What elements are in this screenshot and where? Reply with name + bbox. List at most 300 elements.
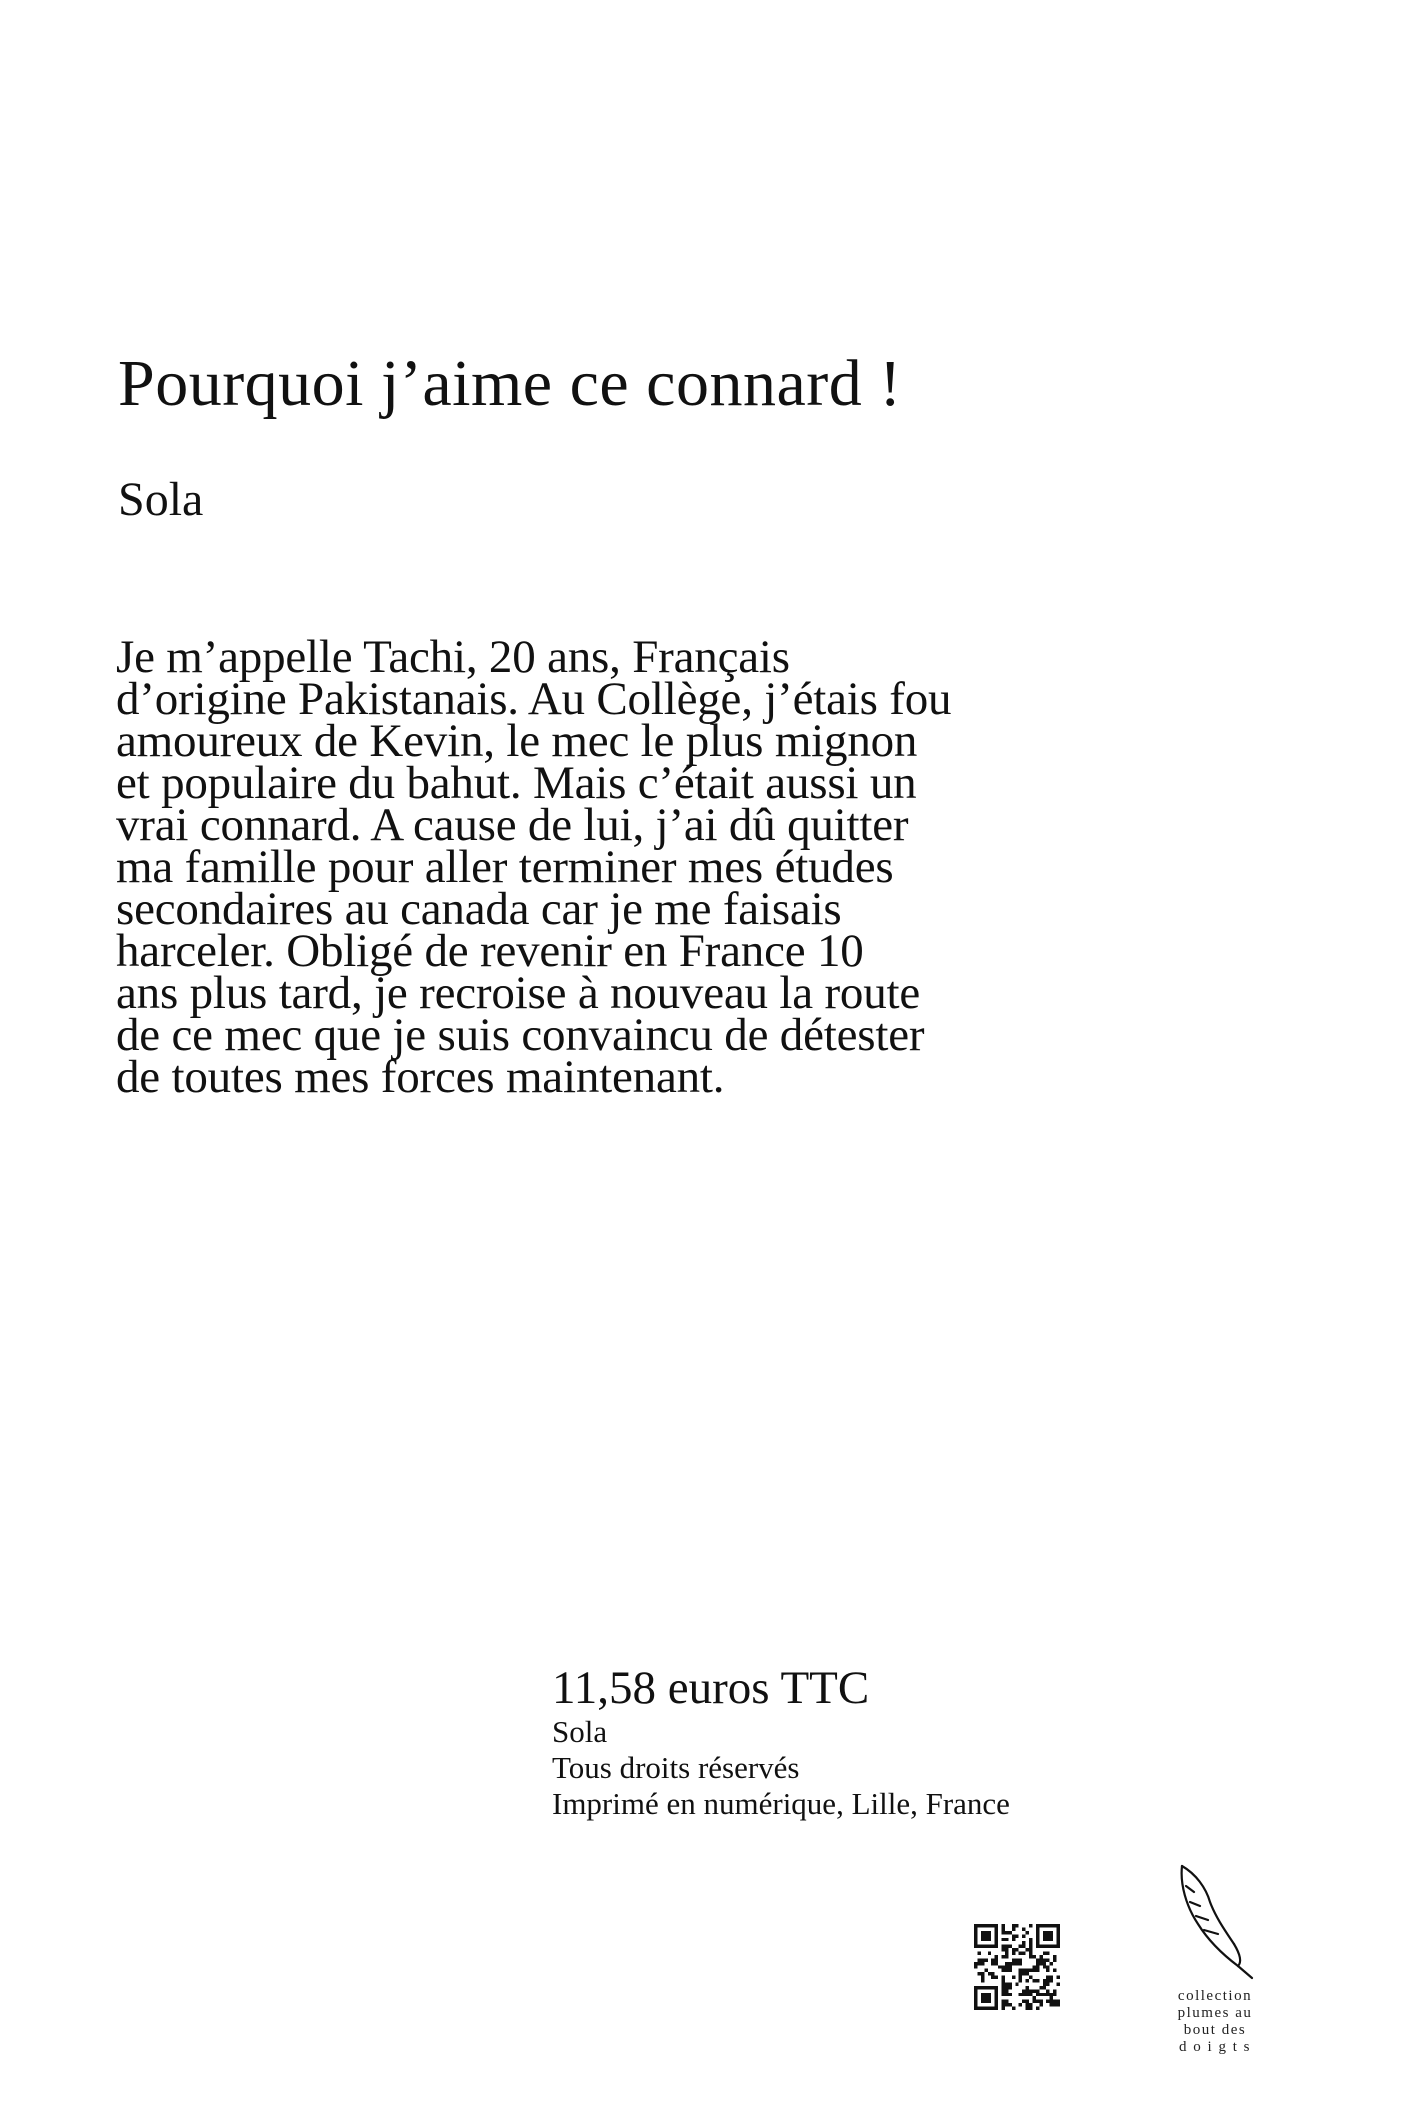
qr-module (1046, 1938, 1049, 1941)
qr-module (1029, 2003, 1032, 2006)
qr-module (1008, 1965, 1011, 1968)
qr-module (1036, 1989, 1039, 1992)
qr-module (977, 1986, 980, 1989)
qr-module (1029, 1955, 1032, 1958)
qr-module (1005, 1989, 1008, 1992)
blurb-line: harceler. Obligé de revenir en France 10 (116, 925, 864, 977)
qr-module (1057, 1924, 1060, 1927)
qr-module (1026, 1931, 1029, 1934)
logo-caption (1160, 1988, 1270, 2056)
qr-module (1026, 1948, 1029, 1951)
qr-module (995, 1989, 998, 1992)
qr-module (981, 2007, 984, 2010)
qr-module (1036, 1958, 1039, 1961)
qr-module (995, 1927, 998, 1930)
qr-module (988, 2007, 991, 2010)
qr-module (1026, 2000, 1029, 2003)
blurb-line: ans plus tard, je recroise à nouveau la route (116, 967, 921, 1019)
qr-code-graphic (974, 1924, 1060, 2010)
qr-module (981, 1958, 984, 1961)
qr-module (1050, 1924, 1053, 1927)
qr-module (995, 1976, 998, 1979)
qr-module (1005, 1952, 1008, 1955)
qr-module (974, 2000, 977, 2003)
qr-module (1029, 1969, 1032, 1972)
qr-module (981, 1979, 984, 1982)
qr-module (1039, 1993, 1042, 1996)
qr-module (988, 1986, 991, 1989)
qr-module (984, 1945, 987, 1948)
qr-module (1012, 1976, 1015, 1979)
qr-module (977, 1952, 980, 1955)
qr-module (981, 1993, 984, 1996)
qr-module (1026, 1986, 1029, 1989)
qr-module (991, 1972, 994, 1975)
qr-module (1046, 1952, 1049, 1955)
qr-module (995, 1958, 998, 1961)
qr-module (1002, 1948, 1005, 1951)
qr-module (1019, 2003, 1022, 2006)
qr-module (995, 1931, 998, 1934)
qr-module (1015, 1962, 1018, 1965)
qr-module (1005, 1945, 1008, 1948)
qr-module (995, 1934, 998, 1937)
qr-module (1026, 1969, 1029, 1972)
qr-module (1022, 1941, 1025, 1944)
qr-module (1022, 1969, 1025, 1972)
qr-module (1008, 1986, 1011, 1989)
qr-module (1019, 1962, 1022, 1965)
qr-code-icon (974, 1924, 1060, 2010)
qr-module (974, 1996, 977, 1999)
qr-module (1019, 1969, 1022, 1972)
qr-module (1036, 1962, 1039, 1965)
qr-module (991, 1986, 994, 1989)
qr-module (1002, 1924, 1005, 1927)
qr-module (1015, 1982, 1018, 1985)
qr-module (984, 1958, 987, 1961)
qr-module (1053, 2003, 1056, 2006)
qr-module (1008, 1982, 1011, 1985)
qr-module (1043, 1993, 1046, 1996)
qr-module (1026, 1993, 1029, 1996)
qr-module (1036, 1965, 1039, 1968)
qr-module (1002, 1986, 1005, 1989)
qr-module (1005, 1965, 1008, 1968)
qr-module (1046, 1979, 1049, 1982)
qr-module (977, 1945, 980, 1948)
qr-module (1002, 1982, 1005, 1985)
price-label: 11,58 euros TTC (552, 1662, 870, 1714)
qr-module (995, 1924, 998, 1927)
qr-module (1046, 1989, 1049, 1992)
qr-module (998, 1965, 1001, 1968)
qr-module (991, 1958, 994, 1961)
qr-module (1005, 2000, 1008, 2003)
qr-module (1005, 1931, 1008, 1934)
qr-module (1036, 1945, 1039, 1948)
qr-module (1043, 1962, 1046, 1965)
qr-module (974, 2007, 977, 2010)
qr-module (984, 1938, 987, 1941)
qr-module (1032, 1969, 1035, 1972)
qr-module (1046, 1965, 1049, 1968)
qr-module (1039, 2003, 1042, 2006)
qr-module (988, 1934, 991, 1937)
qr-module (1022, 1934, 1025, 1937)
qr-module (1053, 1969, 1056, 1972)
printing-notice: Imprimé en numérique, Lille, France (552, 1786, 1010, 1821)
qr-module (1036, 1979, 1039, 1982)
qr-module (1050, 2003, 1053, 2006)
qr-module (1053, 1924, 1056, 1927)
qr-module (1036, 1969, 1039, 1972)
qr-module (1026, 1979, 1029, 1982)
qr-module (1032, 1979, 1035, 1982)
qr-module (1039, 1962, 1042, 1965)
qr-module (995, 1986, 998, 1989)
qr-module (1043, 1934, 1046, 1937)
qr-module (995, 1962, 998, 1965)
qr-module (1005, 1948, 1008, 1951)
qr-module (1008, 2003, 1011, 2006)
qr-module (1015, 1924, 1018, 1927)
qr-module (984, 1993, 987, 1996)
qr-module (1036, 2000, 1039, 2003)
qr-module (1057, 1941, 1060, 1944)
qr-module (1002, 1955, 1005, 1958)
qr-module (988, 1931, 991, 1934)
logo-caption-line: bout des (1183, 2022, 1247, 2038)
qr-module (1012, 1927, 1015, 1930)
qr-module (1015, 1948, 1018, 1951)
blurb-line: de ce mec que je suis convaincu de détester (116, 1009, 925, 1061)
blurb-line: vrai connard. A cause de lui, j’ai dû quitter (116, 799, 909, 851)
blurb-line: d’origine Pakistanais. Au Collège, j’étais fou (116, 673, 952, 725)
qr-module (1057, 1938, 1060, 1941)
qr-module (1005, 1993, 1008, 1996)
qr-module (995, 2007, 998, 2010)
qr-module (1002, 1976, 1005, 1979)
qr-module (1026, 1972, 1029, 1975)
blurb-line: amoureux de Kevin, le mec le plus mignon (116, 715, 918, 767)
qr-module (1005, 1982, 1008, 1985)
qr-module (1039, 1958, 1042, 1961)
qr-module (984, 2007, 987, 2010)
qr-module (1043, 1938, 1046, 1941)
qr-module (1043, 1986, 1046, 1989)
qr-module (1057, 1931, 1060, 1934)
qr-module (1002, 2007, 1005, 2010)
qr-module (1057, 1982, 1060, 1985)
qr-module (981, 1976, 984, 1979)
qr-module (1036, 2007, 1039, 2010)
imprint-author: Sola (552, 1714, 608, 1749)
qr-module (1039, 1924, 1042, 1927)
qr-module (1057, 2000, 1060, 2003)
qr-module (1039, 1945, 1042, 1948)
qr-module (988, 1938, 991, 1941)
qr-module (1057, 1934, 1060, 1937)
book-title: Pourquoi j’aime ce connard ! (118, 347, 902, 420)
qr-module (1050, 1993, 1053, 1996)
qr-module (995, 1945, 998, 1948)
qr-module (1005, 1986, 1008, 1989)
qr-module (991, 1924, 994, 1927)
qr-module (1053, 2000, 1056, 2003)
qr-module (1002, 1993, 1005, 1996)
qr-module (1036, 1941, 1039, 1944)
qr-module (1022, 1945, 1025, 1948)
qr-module (1043, 1979, 1046, 1982)
qr-module (981, 1924, 984, 1927)
qr-module (1029, 1938, 1032, 1941)
qr-module (1002, 1927, 1005, 1930)
qr-module (1029, 1976, 1032, 1979)
qr-module (1043, 1924, 1046, 1927)
qr-module (1046, 1976, 1049, 1979)
qr-module (1019, 1952, 1022, 1955)
qr-module (988, 1993, 991, 1996)
qr-module (1002, 1979, 1005, 1982)
qr-module (1019, 1993, 1022, 1996)
qr-module (995, 1938, 998, 1941)
qr-module (974, 1962, 977, 1965)
qr-module (995, 1993, 998, 1996)
qr-module (1036, 1927, 1039, 1930)
qr-module (1029, 1941, 1032, 1944)
qr-module (1029, 1948, 1032, 1951)
qr-module (977, 1972, 980, 1975)
qr-module (1043, 1931, 1046, 1934)
qr-module (1039, 1986, 1042, 1989)
qr-module (1029, 1989, 1032, 1992)
qr-module (1057, 2003, 1060, 2006)
qr-module (981, 2000, 984, 2003)
imprint-block (552, 1662, 1010, 1822)
qr-module (1036, 1924, 1039, 1927)
qr-module (1002, 2000, 1005, 2003)
qr-module (1046, 1934, 1049, 1937)
qr-module (1012, 1962, 1015, 1965)
qr-module (1002, 1969, 1005, 1972)
qr-module (1050, 1996, 1053, 1999)
qr-module (974, 1941, 977, 1944)
qr-module (1022, 1952, 1025, 1955)
qr-module (1005, 1955, 1008, 1958)
qr-module (1005, 2003, 1008, 2006)
qr-module (974, 1927, 977, 1930)
blurb-line: et populaire du bahut. Mais c’était aussi un (116, 757, 917, 809)
qr-module (1029, 1952, 1032, 1955)
qr-module (1046, 1982, 1049, 1985)
qr-module (974, 1924, 977, 1927)
qr-module (984, 1931, 987, 1934)
qr-module (984, 1924, 987, 1927)
qr-module (1050, 2000, 1053, 2003)
back-cover-blurb (116, 631, 1116, 1103)
qr-module (1015, 1934, 1018, 1937)
qr-module (1002, 1989, 1005, 1992)
qr-module (1053, 1993, 1056, 1996)
qr-module (1005, 1969, 1008, 1972)
blurb-line: secondaires au canada car je me faisais (116, 883, 842, 935)
qr-module (1022, 1993, 1025, 1996)
qr-module (988, 1945, 991, 1948)
rights-notice: Tous droits réservés (552, 1750, 800, 1785)
qr-module (1053, 1955, 1056, 1958)
qr-module (1005, 1962, 1008, 1965)
qr-module (984, 1996, 987, 1999)
qr-module (1012, 1938, 1015, 1941)
qr-module (1022, 1989, 1025, 1992)
logo-caption-line: collection (1177, 1988, 1253, 2004)
quill-feather-icon (1176, 1862, 1256, 1980)
qr-module (1043, 1945, 1046, 1948)
qr-module (1032, 1989, 1035, 1992)
qr-module (1019, 1945, 1022, 1948)
qr-module (1026, 2007, 1029, 2010)
qr-module (1008, 1962, 1011, 1965)
qr-module (1036, 1934, 1039, 1937)
qr-module (1012, 1958, 1015, 1961)
qr-module (1057, 1927, 1060, 1930)
qr-module (988, 1972, 991, 1975)
qr-module (974, 2003, 977, 2006)
qr-module (1029, 1993, 1032, 1996)
qr-module (991, 1976, 994, 1979)
qr-module (981, 1962, 984, 1965)
qr-module (974, 1993, 977, 1996)
qr-module (1032, 1996, 1035, 1999)
qr-module (988, 2000, 991, 2003)
qr-module (1012, 1952, 1015, 1955)
qr-module (1036, 1931, 1039, 1934)
qr-module (1005, 1938, 1008, 1941)
qr-module (988, 1924, 991, 1927)
qr-module (1012, 2007, 1015, 2010)
qr-module (1029, 1924, 1032, 1927)
qr-module (991, 1945, 994, 1948)
qr-module (977, 1958, 980, 1961)
qr-module (974, 1945, 977, 1948)
qr-module (1053, 1945, 1056, 1948)
qr-module (1026, 2003, 1029, 2006)
qr-module (1043, 1965, 1046, 1968)
qr-module (984, 2000, 987, 2003)
qr-module (1032, 2000, 1035, 2003)
blurb-line: de toutes mes forces maintenant. (116, 1051, 725, 1103)
qr-module (1050, 1976, 1053, 1979)
qr-module (991, 1962, 994, 1965)
qr-module (1012, 1934, 1015, 1937)
blurb-line: ma famille pour aller terminer mes études (116, 841, 894, 893)
qr-module (1039, 1955, 1042, 1958)
qr-module (1008, 1993, 1011, 1996)
book-author: Sola (118, 473, 204, 526)
qr-module (995, 2000, 998, 2003)
qr-module (1029, 2007, 1032, 2010)
qr-module (1032, 1955, 1035, 1958)
qr-module (974, 1934, 977, 1937)
qr-module (1032, 1965, 1035, 1968)
qr-module (1046, 1958, 1049, 1961)
qr-module (1046, 1931, 1049, 1934)
qr-module (1026, 1989, 1029, 1992)
qr-module (1046, 1969, 1049, 1972)
blurb-line: Je m’appelle Tachi, 20 ans, Français (116, 631, 790, 683)
qr-module (1036, 1993, 1039, 1996)
qr-module (1019, 1958, 1022, 1961)
qr-module (974, 1986, 977, 1989)
qr-module (1039, 2000, 1042, 2003)
qr-module (1050, 1931, 1053, 1934)
qr-module (1002, 1938, 1005, 1941)
qr-module (1019, 1976, 1022, 1979)
publisher-logo (1160, 1862, 1270, 2055)
qr-module (1022, 1927, 1025, 1930)
qr-module (1043, 1958, 1046, 1961)
qr-module (1019, 1972, 1022, 1975)
qr-module (988, 1952, 991, 1955)
qr-module (991, 2007, 994, 2010)
qr-module (981, 1986, 984, 1989)
qr-module (981, 1934, 984, 1937)
qr-module (974, 1965, 977, 1968)
qr-module (1012, 1948, 1015, 1951)
qr-module (1046, 1945, 1049, 1948)
logo-caption-line: d o i g t s (1179, 2039, 1251, 2055)
qr-module (1002, 2003, 1005, 2006)
qr-module (1050, 1979, 1053, 1982)
qr-module (1046, 2000, 1049, 2003)
qr-module (1053, 1958, 1056, 1961)
qr-module (1050, 1938, 1053, 1941)
qr-module (1002, 1931, 1005, 1934)
qr-module (1002, 1945, 1005, 1948)
qr-module (1022, 2000, 1025, 2003)
qr-module (1050, 1934, 1053, 1937)
qr-module (977, 1924, 980, 1927)
qr-module (1008, 1969, 1011, 1972)
qr-module (1046, 1924, 1049, 1927)
qr-module (1053, 1989, 1056, 1992)
qr-module (1057, 1945, 1060, 1948)
qr-module (988, 1996, 991, 1999)
qr-module (981, 1931, 984, 1934)
qr-module (1036, 1938, 1039, 1941)
qr-module (1002, 1965, 1005, 1968)
qr-module (974, 1989, 977, 1992)
qr-module (1019, 1979, 1022, 1982)
qr-module (1043, 1982, 1046, 1985)
qr-module (1015, 1958, 1018, 1961)
qr-module (1046, 1993, 1049, 1996)
qr-module (1057, 1976, 1060, 1979)
qr-module (1050, 1962, 1053, 1965)
qr-module (995, 1955, 998, 1958)
qr-module (984, 1969, 987, 1972)
qr-module (981, 1945, 984, 1948)
qr-module (981, 1996, 984, 1999)
logo-caption-line: plumes au (1177, 2005, 1253, 2021)
qr-module (1050, 1945, 1053, 1948)
qr-module (1008, 1945, 1011, 1948)
qr-module (1012, 1924, 1015, 1927)
qr-module (984, 1934, 987, 1937)
qr-module (974, 1938, 977, 1941)
qr-module (984, 1986, 987, 1989)
